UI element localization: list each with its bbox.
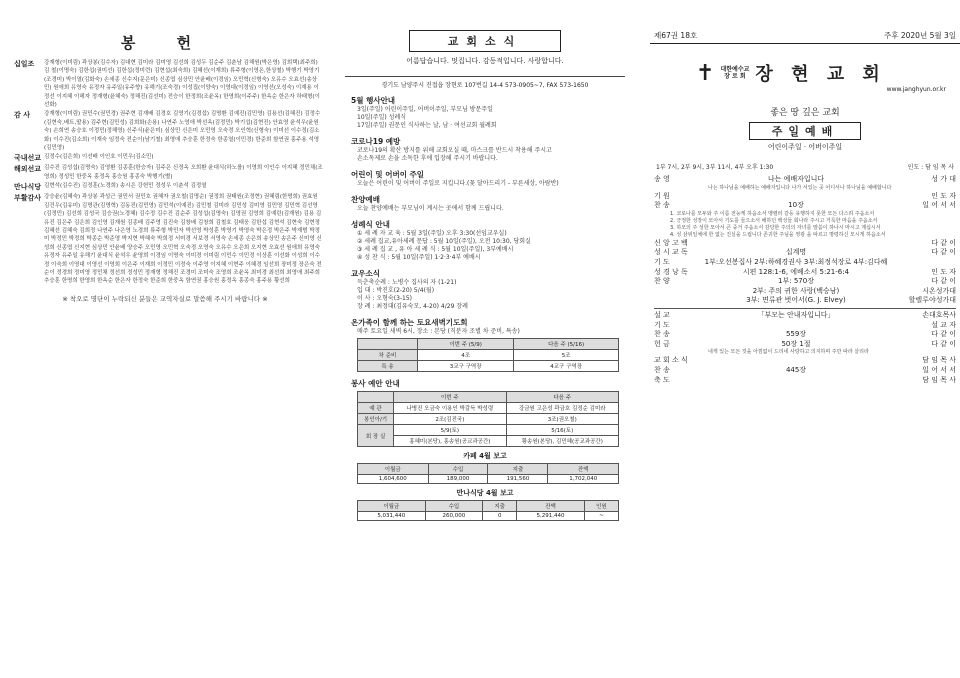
offering-section — [14, 182, 324, 192]
table-cell: 0 — [483, 512, 517, 521]
item-label: 헌 금 — [654, 339, 670, 348]
worship-item — [650, 248, 960, 258]
table-header — [358, 339, 418, 350]
offering-section — [14, 164, 324, 181]
item-leader: 인 도 자 — [931, 191, 956, 200]
item-label: 축 도 — [654, 375, 670, 384]
table-row — [358, 403, 619, 414]
manna-table — [357, 500, 619, 521]
news-line: 오늘은 어린이 및 어버이 주일로 지킵니다.(꽃 달아드리기 - 부른세상, 아람반) — [357, 180, 559, 187]
item-content — [694, 192, 898, 202]
table-header: 지출 — [483, 501, 517, 512]
section-names: 김수진 김성섭(김명숙) 김영환 김종훈(한승자) 김주은 신정옥 오희환 윤대식(하노를) 이영희 이인수 이지혜 정민채(조영희) 정성민 한중옥 홍정옥 홍승원 홍종숙 박행기(별) — [44, 165, 323, 180]
table-cell: 5,031,440 — [358, 512, 426, 521]
worship-item — [650, 201, 960, 211]
item-label: 찬 양 — [654, 277, 670, 286]
table-cell: 5/16(토) — [506, 425, 618, 436]
worship-item — [650, 321, 960, 331]
news-title: 교회소식 — [409, 30, 561, 52]
table-row — [358, 350, 619, 361]
item-content — [694, 321, 898, 331]
news-line: 코로나19의 확산 방지를 위해 교회오실 때, 마스크를 반드시 착용해 주시고 — [357, 147, 552, 154]
item-leader: 다 같 이 — [931, 277, 956, 286]
table-cell: 5조 — [514, 350, 619, 361]
item-label: 기 원 — [654, 191, 670, 200]
news-heading: 교우소식 — [351, 269, 380, 278]
table-cell: 특 송 — [358, 361, 418, 372]
news-heading: 어린이 및 어버이 주일 — [351, 170, 425, 179]
table-cell: ~ — [584, 512, 618, 521]
table-row — [358, 361, 619, 372]
service-subtitle: 어린이주일 · 어버이주일 — [767, 143, 843, 151]
worship-item — [650, 175, 960, 185]
table-header: 인원 — [584, 501, 618, 512]
item-label: 기 도 — [654, 320, 670, 329]
table-header: 이번 주 (5/9) — [418, 339, 514, 350]
item-label: 찬 송 — [654, 201, 670, 210]
worship-item — [650, 192, 960, 202]
cafe-table — [357, 463, 619, 484]
church-url: www.janghyun.or.kr — [886, 86, 946, 93]
table-cell: 191,560 — [488, 475, 548, 484]
worship-column — [650, 0, 960, 678]
table-cell: 4조 — [418, 350, 514, 361]
table-header: 다음 주 — [506, 392, 618, 403]
item-leader: 손대호목사 — [922, 310, 956, 319]
news-line: ② 세례 집교,유아세례 문답 : 5월 10일(주일), 오전 10:30, 당회실 — [357, 238, 531, 245]
worship-item — [650, 287, 960, 297]
table-header: 수입 — [428, 464, 488, 475]
news-heading: 성례식 안내 — [351, 220, 390, 229]
table-cell: 4교구 구역장 — [514, 361, 619, 372]
table-cell: 강금원 고은성 곽금호 김정순 김미라 — [506, 403, 618, 414]
item-label: 기 도 — [654, 257, 670, 266]
news-blocks — [345, 95, 625, 336]
item-leader: 담 임 목 사 — [922, 356, 956, 365]
item-label: 송 영 — [654, 175, 670, 183]
section-label: 국내선교 — [14, 154, 42, 163]
worship-item — [650, 268, 960, 278]
table-cell: 차 준비 — [358, 350, 418, 361]
offering-section — [14, 153, 324, 163]
times-text: 1부 7시, 2부 9시, 3부 11시, 4부 오후 1:30 — [656, 164, 774, 171]
item-leader: 다 같 이 — [931, 238, 956, 247]
news-heading: 찬양예배 — [351, 195, 380, 204]
offering-note: 내게 있는 모든 것을 아낌없이 드리네 사랑하고 의지하며 주만 따라 살리라 — [708, 349, 869, 356]
worship-item — [650, 311, 960, 321]
omission-note: ※ 착오로 명단이 누락되신 분들은 교역자실로 말씀해 주시기 바랍니다 ※ — [62, 294, 268, 303]
item-content: 445장 — [785, 365, 807, 374]
news-line: 오늘 찬양예배는 부모님이 계시는 곳에서 함께 드립니다. — [357, 205, 504, 212]
worship-item — [650, 340, 960, 350]
denomination-label: 대한예수교 장 로 회 — [720, 66, 750, 80]
news-heading: 온가족이 함께 하는 토요새벽기도회 — [351, 318, 468, 327]
manna-title: 만나식당 4월 보고 — [456, 489, 514, 497]
section-label: 십일조 — [14, 60, 35, 68]
item-label: 찬 송 — [654, 330, 670, 339]
table-cell: 회 장 실 — [358, 425, 394, 447]
item-label — [654, 296, 694, 306]
section-names: 강재형(이미림) 권민수(권민경) 권주현 김재배 김경호 김영기(김경섭) 김명환 김예진(김민영) 김용선(김혜진) 김정수(김현숙,베트,딸용) 김주현(김민성) 김희화(손용) 나연주 노영애 박선옥(김정민) 박기섭(김현진) 안효영 윤석우(윤원숙) 손희연 송승호 이정민(정해영) 신주식(윤은미) 심상민 신은미 오민영 오숙경 오인혁(신형숙) 이미선 이수정(김소화) 이수진(김소희) 이재숙 임정숙 전순이(남기철) 최영애 추승훈 한정숙 한종열(이민경) 한준희 함연권 홍주용 석영(김민영) — [44, 111, 321, 152]
table-header — [358, 392, 394, 403]
news-heading: 코로나19 예방 — [351, 137, 401, 146]
section-label: 해외선교 — [14, 165, 42, 174]
cross-icon: ✝ — [696, 60, 715, 86]
worship-item — [650, 277, 960, 287]
item-label: 성 시 교 독 — [654, 248, 688, 257]
preacher-text: 인도 : 담 임 목 사 — [907, 164, 954, 171]
news-line: 손소독제로 손을 소독한 후에 입장해 주시기 바랍니다. — [357, 155, 498, 162]
prayer-item: 1. 코로나를 모두와 주 이름 전능케 하옵소서 맹렬러 갈등 유행하지 못한 모든 다스려 주옵소서 — [670, 210, 875, 217]
serve-title: 봉사 예안 안내 — [351, 379, 400, 388]
item-leader: 할렐루야성가대 — [908, 296, 956, 305]
table-cell: 2조(김진국) — [394, 414, 506, 425]
table-row — [358, 475, 619, 484]
table-cell: 봉인아/기 — [358, 414, 394, 425]
issue-number: 제67권 18호 — [654, 31, 698, 40]
offering-title: 봉 헌 — [120, 34, 210, 52]
news-line: ④ 성 찬 식 : 5월 10일(주일) 1·2·3·4부 예배시 — [357, 254, 481, 261]
table-header: 이월금 — [358, 501, 426, 512]
item-content: 1부:오선봉집사 2부:하혜경권사 3부:최정석장로 4부:김다혜 — [704, 257, 888, 266]
item-content: 십계명 — [785, 248, 807, 257]
table-header: 지출 — [488, 464, 548, 475]
worship-item — [650, 366, 960, 376]
section-names: 김정수(김은희) 이선배 이인호 이민우(김소민) — [44, 154, 154, 161]
table-cell: 나병진 오금숙 이용인 박갈득 박성령 — [394, 403, 506, 414]
item-label: 설 교 — [654, 310, 670, 319]
table-row — [358, 436, 619, 447]
church-name: 장 현 교 회 — [755, 64, 886, 85]
church-logo — [696, 60, 960, 86]
table-header: 다음 주 (5/16) — [514, 339, 619, 350]
item-leader: 다 같 이 — [931, 248, 956, 257]
worship-item — [650, 296, 960, 306]
greeting: 어름답습니다. 멋집니다. 감동적입니다. 사랑합니다. — [406, 57, 564, 65]
item-leader: 일 어 서 서 — [922, 201, 956, 210]
item-content: 「부모는 안내자입니다」 — [757, 310, 835, 319]
service-title: 주일예배 — [749, 122, 861, 140]
cafe-title: 카페 4월 보고 — [463, 452, 507, 460]
prayer-item: 3. 하모의 주 성한 모아서 큰 중거 주옵소서 감당한 주의의 자녀를 말씀이 하나시 마시고 계십시서 — [670, 224, 881, 231]
worship-item — [650, 356, 960, 366]
prayer-item: 2. 긍정한 성장이 모아서 기도를 들으소서 해하던 백성들 회나라 주시고 거룩한 마음을 주옵소서 — [670, 217, 878, 224]
prayer-item: 4. 성 삼위일체에 한 없는 진실을 드립니다 존귀한 주님을 영광 을 따르고 명령하신 모시게 하옵소서 — [670, 231, 886, 238]
worship-item — [650, 376, 960, 386]
item-content: 나는 예배자입니다 — [767, 175, 825, 183]
item-leader: 성 가 대 — [931, 175, 956, 183]
item-label: 찬 송 — [654, 365, 670, 374]
table-header: 잔액 — [517, 501, 585, 512]
news-line: ① 세 례 자 교 육 : 5월 3일(주일) 오후 3:30(선임교우실) — [357, 230, 507, 237]
table-cell: 5,291,440 — [517, 512, 585, 521]
creed-note: 나는 하나님을 예배하는 예배자입니다 나가 서있는 곳 어디서나 하나님을 예배합니다 — [708, 184, 892, 191]
item-label: 성 경 낭 독 — [654, 267, 688, 276]
table-cell: 황송원(본당), 김민혜(공교과공간) — [506, 436, 618, 447]
news-column — [345, 0, 625, 678]
table-cell: 3조(권오철) — [506, 414, 618, 425]
item-leader: 다 같 이 — [931, 339, 956, 348]
table-row — [358, 512, 619, 521]
item-leader: 담 임 목 사 — [922, 375, 956, 384]
church-address: 경기도 남양주시 진접읍 장현로 107번길 14-4 573-0905~7, FAX 573-1650 — [345, 76, 625, 89]
serve-table — [357, 391, 619, 447]
table-header: 이번 주 — [394, 392, 506, 403]
item-content: 1부: 570장 — [778, 277, 814, 286]
item-label — [654, 287, 694, 297]
item-leader: 설 교 자 — [931, 320, 956, 329]
item-content: 3부: 면류관 벗어서(G. J. Elvey) — [746, 296, 846, 305]
table-cell: 260,000 — [425, 512, 483, 521]
news-line: 득춘축순례 : 노병수 집사의 자 (1-21) — [357, 279, 457, 286]
section-names: 강승윤(김혜숙) 곽상봉 곽성근 권민서 권민호 권혜자 권오철(김명순) 권정희 권태원(조정현) 권혜림(한명희) 권효원 김건우(김유미) 김명관(김명혁) 김동진(김민영) 김민석(이예진) 김민철 김미라 김민성 김미영 김민영 김민혁 김선영(김정민) 김선희 김성국 김승권(노경혜) 김수정 김수진 김순주 김성섭(김명숙) 김영권 김영희 김예린(김재원) 김용 김유진 김은주 김은희 김인영 김재원 김종배 김주영 김진숙 김창배 김창희 김철호 김태웅 김한섭 김현석 김현숙 김현정 김혜선 김혜숙 김희정 나연주 나은영 노경희 류주형 박민자 박선영 박성훈 박영기 박영숙 박은정 박은주 박재범 박정미 박정민 박정희 박종순 박준영 박지현 박혜숙 박희정 서미경 서보경 서영숙 손세종 손은희 송상민 송은주 신미영 신성희 신종엽 신지현 심상민 안윤배 양승주 오민영 오민혁 오숙경 오영숙 오유수 오은희 오지현 오효선 원애희 유영숙 유정자 유주일 유해기 윤대식 윤석우 윤영희 이경임 이명숙 이미경 이미림 이민수 이민정 이상훈 이선화 이성희 이수정 이숙희 이영대 이영선 이영희 이은주 이재희 이정민 이정숙 이주영 이지혜 이현주 이혜경 임선희 장미정 장은숙 전순이 정경희 정미영 정민채 정선희 정성민 정재형 정해진 조경미 조미숙 조영희 조윤옥 최미경 최선희 최영애 최주희 추승훈 한명희 한영희 한옥순 한은자 한정숙 한준희 한중옥 함연권 홍승원 홍정옥 홍종숙 홍주용 황선희 — [44, 194, 322, 285]
table-header: 잔액 — [548, 464, 619, 475]
worship-item — [650, 258, 960, 268]
item-leader: 인 도 자 — [931, 267, 956, 276]
item-content: 시편 128:1-6, 에베소서 5:21-6:4 — [742, 267, 850, 276]
table-cell: 3교구 구역장 — [418, 361, 514, 372]
section-label: 부활감사 — [14, 194, 42, 203]
table-cell: 홍혜미(본당), 홍송원(공교과공간) — [394, 436, 506, 447]
offering-section — [14, 59, 324, 109]
news-line: 10일(주일) 성례식 — [357, 114, 406, 121]
table-row — [358, 425, 619, 436]
issue-date: 주후 2020년 5월 3일 — [883, 31, 956, 40]
news-heading: 5월 행사안내 — [351, 96, 396, 105]
table-cell: 1,604,600 — [358, 475, 429, 484]
section-label: 감 사 — [14, 111, 30, 120]
offering-column — [0, 0, 330, 678]
item-content — [694, 376, 898, 386]
section-label: 만나식당 — [14, 183, 42, 192]
service-times — [656, 162, 954, 171]
issue-header — [650, 30, 960, 44]
news-line: 매주 토요일 새벽 6시, 장소 : 본당 (직분자 조별 차 준비, 특송) — [357, 328, 520, 335]
worship-item — [650, 330, 960, 340]
news-line: ③ 세 례 집 교 , 유 아 세 례 식 : 5월 10일(주일), 3부예배시 — [357, 246, 514, 253]
item-content — [694, 356, 898, 366]
item-content: 10장 — [788, 201, 804, 210]
item-content: 559장 — [785, 330, 807, 339]
item-content — [694, 239, 898, 249]
section-names: 김현석(김수진) 김정훈(노경희) 송시은 강헌민 정성우 이춘석 김정열 — [44, 183, 207, 190]
item-content: 50장 1절 — [781, 339, 811, 348]
offering-section — [14, 110, 324, 152]
item-label: 교 회 소 식 — [654, 356, 688, 365]
item-leader: 다 같 이 — [931, 330, 956, 339]
news-line: 3일(주일) 어린이주일, 어버이주일, 부모님 방문주일 — [357, 106, 493, 113]
worship-item — [650, 239, 960, 249]
table-cell: 1,702,040 — [548, 475, 619, 484]
table-header: 이월금 — [358, 464, 429, 475]
item-leader: 일 어 서 서 — [922, 365, 956, 374]
order-of-worship — [650, 175, 960, 385]
church-motto: 좋은 땅 깊은 교회 — [770, 108, 840, 118]
offering-list — [0, 59, 330, 286]
item-leader: 시온성가대 — [922, 286, 956, 295]
table-cell: 189,000 — [428, 475, 488, 484]
news-line: 장 례 : 최정대(김유숙모, 4-20) 4/29 장례 — [357, 303, 468, 310]
divider — [654, 308, 956, 309]
news-line: 입 대 : 박진호(2-20) 5/4(월) — [357, 287, 435, 294]
item-content: 2부: 주의 귀한 사랑(백승남) — [752, 286, 840, 295]
section-names: 강재형(이미림) 곽상봉(김수자) 김대현 김미라 김미영 김선희 김성두 김순주 김춘남 김해원(박은영) 김희택(최주희) 김 철(이명숙) 김한섭(권미선) 김한섭(정미련) 김현섭(최숙희) 김혜선(이재희) 류주형(이영온,한상철) 박행기 박영기(조경미) 박이열(김화숙) 손세종 신수지(문은미) 신종엽 심상민 안윤배(이경임) 오민혁(신형숙) 오유수 오효선(송상민) 원애희 유영숙 유정자 유주일(유주향) 유해기(조숙경) 이성집(이양숙) 이영대(이정임) 이영선(오성숙) 이재용 이정선 이지혜 이헤자 정재형(윤혜숙) 정해진(김선미) 전승이 한정희(조윤옥) 한영희(이주주) 한옥순 한은자 하태형(이선화) — [44, 60, 320, 109]
vehicle-table — [357, 338, 619, 372]
table-header: 수입 — [425, 501, 483, 512]
item-leader — [898, 258, 956, 268]
news-line: 이 사 : 오형숙(3-15) — [357, 295, 413, 302]
table-cell: 예 관 — [358, 403, 394, 414]
news-line: 17일(주일) 권문인 식사하는 날, 남 · 여선교회 월례회 — [357, 122, 497, 129]
offering-section — [14, 193, 324, 285]
table-cell: 5/9(토) — [394, 425, 506, 436]
item-label: 신 앙 고 백 — [654, 238, 688, 247]
table-row — [358, 414, 619, 425]
